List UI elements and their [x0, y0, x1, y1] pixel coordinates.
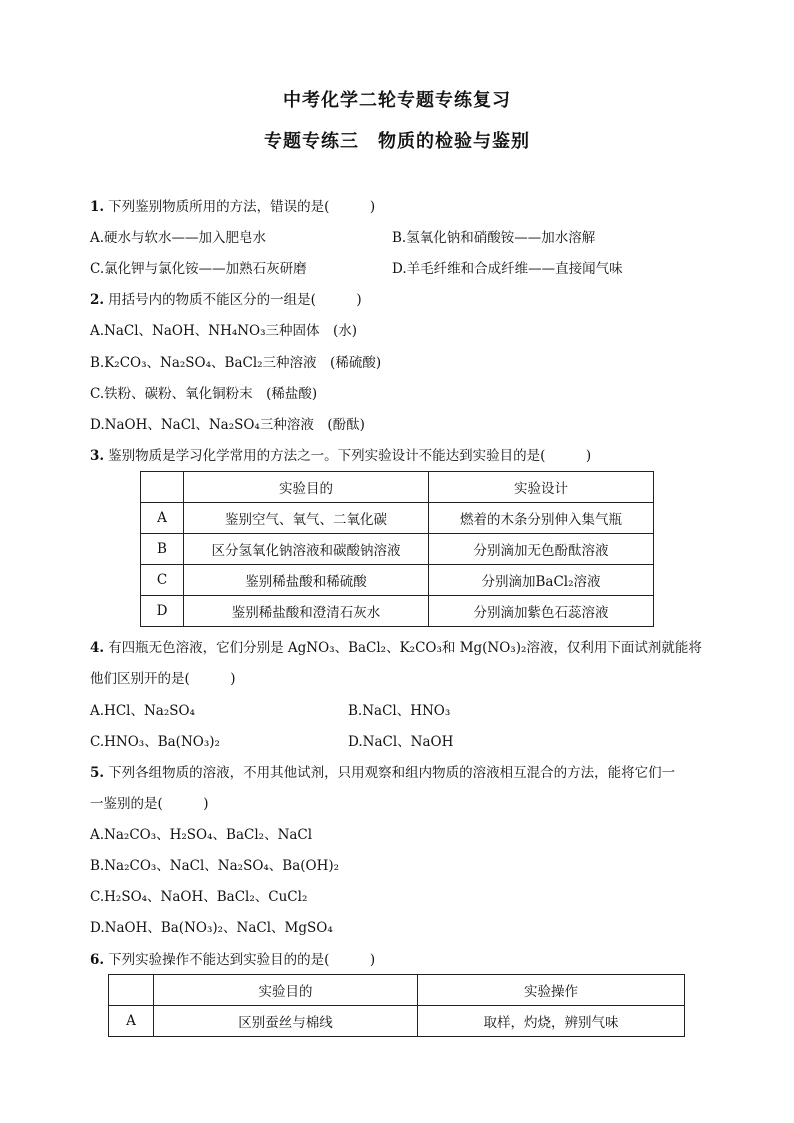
question-4-stem-line-1: 有四瓶无色溶液，它们分别是 AgNO₃、BaCl₂、K₂CO₃和 Mg(NO₃)₂溶液，仅利用下面试剂就能将 — [108, 640, 702, 656]
question-1-stem: 下列鉴别物质所用的方法，错误的是( ) — [108, 199, 376, 215]
q1-option-d: D.羊毛纤维和合成纤维——直接闻气味 — [392, 261, 623, 277]
question-1 — [90, 198, 375, 216]
q5-option-b: B.Na₂CO₃、NaCl、Na₂SO₄、Ba(OH)₂ — [90, 858, 340, 874]
question-5-number: 5. — [90, 765, 105, 781]
question-5 — [90, 764, 675, 782]
q4-option-c: C.HNO₃、Ba(NO₃)₂ — [90, 734, 220, 750]
table-header-cell: 实验目的 — [154, 975, 418, 1006]
table-cell: 区分氢氧化钠溶液和碳酸钠溶液 — [184, 534, 429, 565]
q5-option-c: C.H₂SO₄、NaOH、BaCl₂、CuCl₂ — [90, 889, 308, 905]
table-cell: B — [141, 534, 184, 565]
table-header-cell: 实验操作 — [418, 975, 685, 1006]
q1-option-b: B.氢氧化钠和硝酸铵——加水溶解 — [392, 230, 596, 246]
q2-option-a: A.NaCl、NaOH、NH₄NO₃三种固体 (水) — [90, 323, 358, 339]
table-cell: A — [109, 1006, 154, 1037]
question-3-stem: 鉴别物质是学习化学常用的方法之一。下列实验设计不能达到实验目的是( ) — [108, 448, 592, 464]
table-cell: 取样，灼烧，辨别气味 — [418, 1006, 685, 1037]
question-4 — [90, 639, 702, 657]
table-cell: D — [141, 596, 184, 627]
table-cell: 鉴别空气、氧气、二氧化碳 — [184, 503, 429, 534]
question-2-stem: 用括号内的物质不能区分的一组是( ) — [108, 292, 362, 308]
table-cell: 分别滴加BaCl₂溶液 — [429, 565, 654, 596]
q6-table — [108, 974, 685, 1037]
q5-option-d: D.NaOH、Ba(NO₃)₂、NaCl、MgSO₄ — [90, 920, 333, 936]
table-cell: 分别滴加无色酚酞溶液 — [429, 534, 654, 565]
question-2-number: 2. — [90, 292, 105, 308]
table-header-row — [141, 472, 654, 503]
q1-option-c: C.氯化钾与氯化铵——加熟石灰研磨 — [90, 261, 307, 277]
q4-option-a: A.HCl、Na₂SO₄ — [90, 703, 195, 719]
table-row — [141, 596, 654, 627]
question-4-stem-line-2: 他们区别开的是( ) — [90, 671, 236, 687]
table-header-cell — [109, 975, 154, 1006]
table-row — [141, 565, 654, 596]
table-row — [141, 503, 654, 534]
question-3-number: 3. — [90, 448, 105, 464]
question-4-number: 4. — [90, 640, 105, 656]
table-cell: 鉴别稀盐酸和澄清石灰水 — [184, 596, 429, 627]
question-3 — [90, 447, 591, 465]
document-title: 中考化学二轮专题专练复习 — [283, 90, 511, 111]
table-header-cell — [141, 472, 184, 503]
question-6-stem: 下列实验操作不能达到实验目的的是( ) — [108, 952, 376, 968]
table-cell: 鉴别稀盐酸和稀硫酸 — [184, 565, 429, 596]
q2-option-d: D.NaOH、NaCl、Na₂SO₄三种溶液 (酚酞) — [90, 417, 365, 433]
table-cell: 区别蚕丝与棉线 — [154, 1006, 418, 1037]
table-header-cell: 实验设计 — [429, 472, 654, 503]
table-cell: C — [141, 565, 184, 596]
q2-option-c: C.铁粉、碳粉、氧化铜粉末 (稀盐酸) — [90, 386, 318, 402]
table-cell: 燃着的木条分别伸入集气瓶 — [429, 503, 654, 534]
table-cell: A — [141, 503, 184, 534]
q1-option-a: A.硬水与软水——加入肥皂水 — [90, 230, 267, 246]
question-5-stem-line-2: 一鉴别的是( ) — [90, 796, 209, 812]
question-6-number: 6. — [90, 952, 105, 968]
table-header-cell: 实验目的 — [184, 472, 429, 503]
table-row — [109, 1006, 685, 1037]
q4-option-b: B.NaCl、HNO₃ — [348, 703, 451, 719]
table-header-row — [109, 975, 685, 1006]
question-6 — [90, 951, 375, 969]
q2-option-b: B.K₂CO₃、Na₂SO₄、BaCl₂三种溶液 (稀硫酸) — [90, 355, 382, 371]
question-1-number: 1. — [90, 199, 105, 215]
document-subtitle: 专题专练三 物质的检验与鉴别 — [264, 131, 530, 152]
question-2 — [90, 291, 362, 309]
q5-option-a: A.Na₂CO₃、H₂SO₄、BaCl₂、NaCl — [90, 827, 313, 843]
q4-option-d: D.NaCl、NaOH — [348, 734, 454, 750]
q3-table — [140, 471, 654, 627]
question-5-stem-line-1: 下列各组物质的溶液，不用其他试剂，只用观察和组内物质的溶液相互混合的方法，能将它们一 — [108, 765, 676, 781]
table-row — [141, 534, 654, 565]
table-cell: 分别滴加紫色石蕊溶液 — [429, 596, 654, 627]
